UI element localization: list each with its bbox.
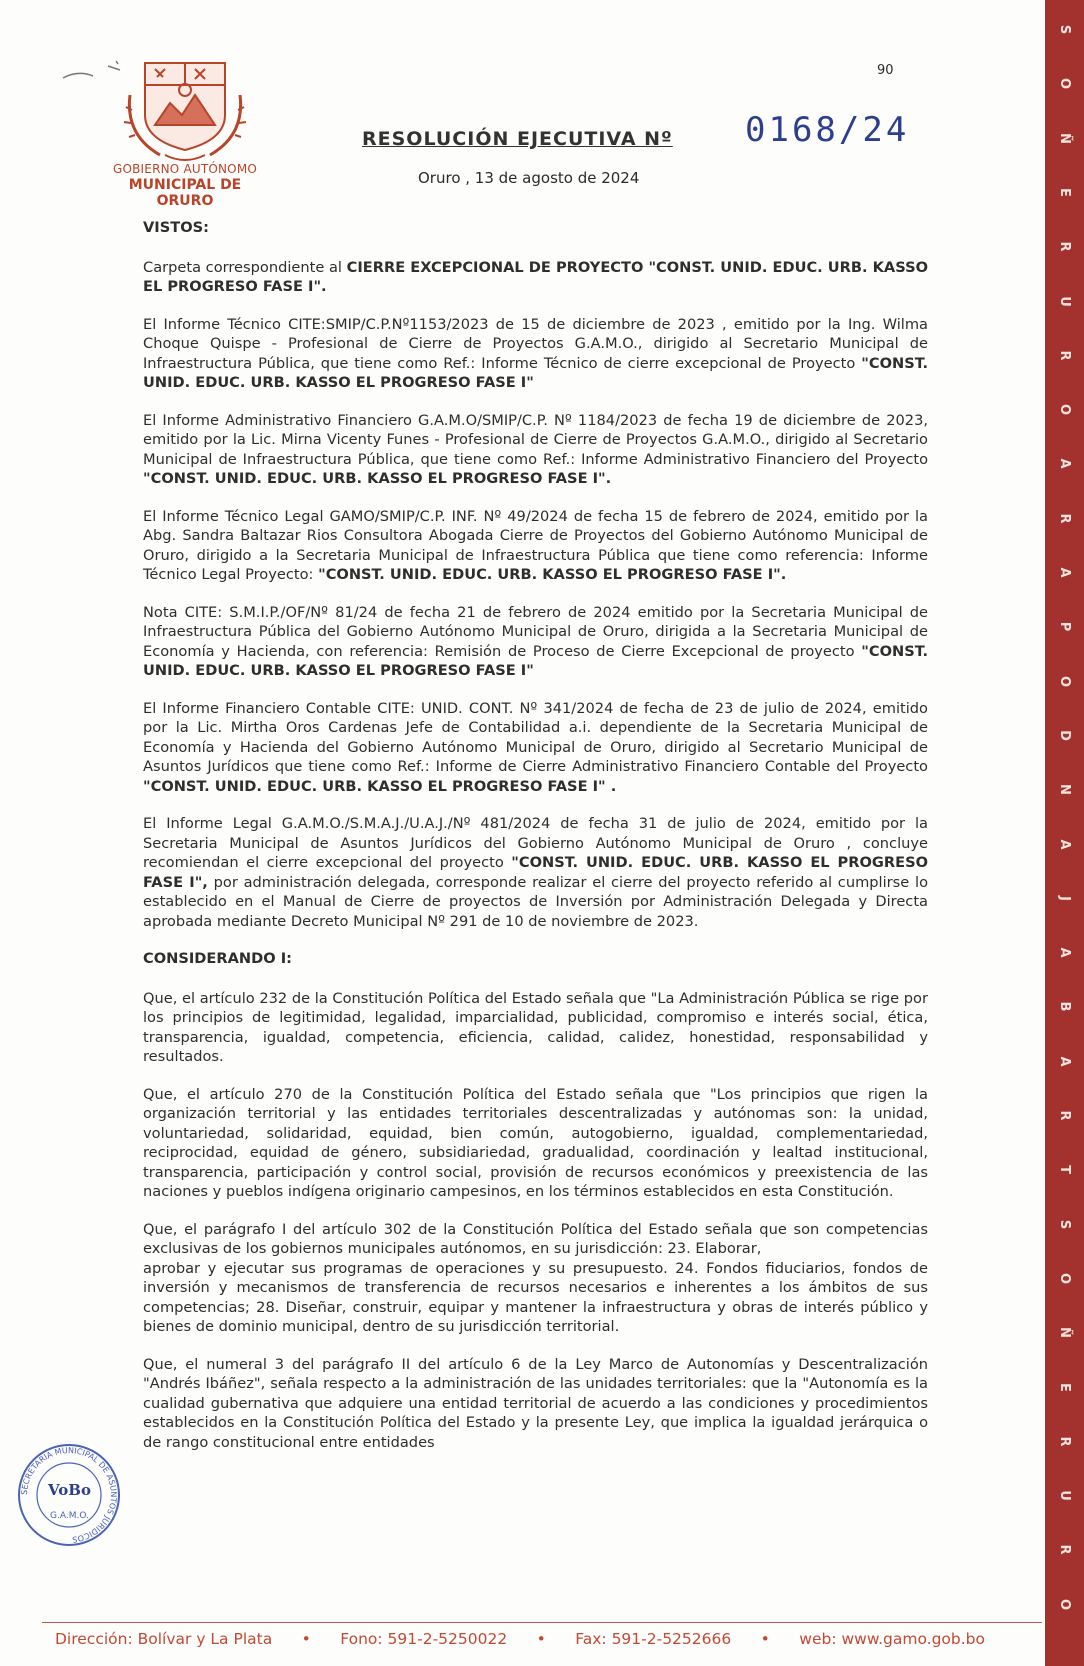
- logo-name-line2: MUNICIPAL DE ORURO: [128, 177, 242, 209]
- slogan-letter: J: [1057, 895, 1072, 901]
- slogan-letter: E: [1057, 1382, 1072, 1392]
- slogan-letter: U: [1057, 295, 1072, 307]
- slogan-letter: B: [1057, 1001, 1072, 1012]
- slogan-letter: O: [1057, 78, 1072, 90]
- slogan-letter: T: [1057, 1165, 1072, 1175]
- place-date: Oruro , 13 de agosto de 2024: [418, 169, 640, 187]
- municipal-logo-icon: [120, 55, 250, 170]
- legal-affairs-stamp: [14, 1440, 124, 1550]
- vistos-paragraph: Nota CITE: S.M.I.P./OF/Nº 81/24 de fecha 21 de febrero de 2024 emitido por la Secretaria Municipal de Infraestructura Pública del Gobierno Autónomo Municipal de Oruro, dirigida a la Secretaria Municipal de Economía y Hacienda, con referencia: Remisión de Proceso de Cierre Excepcional de proyecto "CONST. UNID. EDUC. URB. KASSO EL PROGRESO FASE I": [143, 603, 928, 679]
- slogan-letter: Ñ: [1057, 132, 1072, 144]
- considerando-heading: CONSIDERANDO I:: [143, 950, 292, 967]
- slogan-letter: D: [1057, 729, 1072, 741]
- slogan-letter: A: [1057, 567, 1072, 578]
- considerando-paragraph: Que, el artículo 232 de la Constitución Política del Estado señala que "La Administración Pública se rige por los principios de legitimidad, legalidad, imparcialidad, publicidad, compromiso e interés social, ética, transparencia, igualdad, competencia, eficiencia, calidad, calidez, honestidad, responsabilidad y resultados.: [143, 989, 928, 1065]
- slogan-letter: R: [1057, 513, 1072, 524]
- vistos-paragraph: El Informe Administrativo Financiero G.A.M.O/SMIP/C.P. Nº 1184/2023 de fecha 19 de diciembre de 2023, emitido por la Lic. Mirna Vicenty Funes - Profesional de Cierre de Proyectos G.A.M.O., dirigido al Secretario Municipal de Infraestructura Pública, que tiene como Ref.: Informe Administrativo Financiero del Proyecto "CONST. UNID. EDUC. URB. KASSO EL PROGRESO FASE I".: [143, 411, 928, 487]
- slogan-letter: N: [1057, 784, 1072, 796]
- considerando-paragraph: Que, el parágrafo I del artículo 302 de la Constitución Política del Estado señala que son competencias exclusivas de los gobiernos municipales autónomos, en su jurisdicción: 23. Elaborar,: [143, 1220, 928, 1257]
- slogan-letter: O: [1057, 675, 1072, 687]
- slogan-letter: O: [1057, 404, 1072, 416]
- svg-text:SECRETARIA MUNICIPAL DE ASUNTO: SECRETARIA MUNICIPAL DE ASUNTOS JURIDICOS: [19, 1445, 119, 1544]
- slogan-letter: O: [1057, 1272, 1072, 1284]
- logo-name-line1: GOBIERNO AUTÓNOMO: [112, 162, 258, 176]
- slogan-letter: A: [1057, 1056, 1072, 1067]
- slogan-sidebar: [1045, 0, 1084, 1666]
- footer-phone: Fono: 591-2-5250022: [340, 1630, 508, 1648]
- slogan-letter: R: [1057, 1110, 1072, 1121]
- slogan-letter: A: [1057, 838, 1072, 850]
- footer-address: Dirección: Bolívar y La Plata: [55, 1630, 273, 1648]
- slogan-letter: S: [1057, 24, 1072, 35]
- vistos-paragraph: El Informe Legal G.A.M.O./S.M.A.J./U.A.J./Nº 481/2024 de fecha 31 de julio de 2024, emitido por la Secretaria Municipal de Asuntos Jurídicos del Gobierno Autónomo Municipal de Oruro , concluye recomiendan el cierre excepcional del proyecto "CONST. UNID. EDUC. URB. KASSO EL PROGRESO FASE I", por administración delegada, corresponde realizar el cierre del proyecto referido al cumplirse lo establecido en el Manual de Cierre de proyectos de Inversión por Administración Delegada y Directa aprobada mediante Decreto Municipal Nº 291 de 10 de noviembre de 2023.: [143, 815, 928, 930]
- svg-text:VoBo: VoBo: [48, 1481, 91, 1499]
- slogan-letter: R: [1057, 241, 1072, 252]
- footer-web: web: www.gamo.gob.bo: [799, 1630, 985, 1648]
- slogan-letter: R: [1057, 1544, 1072, 1555]
- considerando-paragraph: Que, el artículo 270 de la Constitución Política del Estado señala que "Los principios que rigen la organización territorial y las entidades territoriales descentralizadas y autónomas son: la unidad, voluntariedad, solidaridad, equidad, bien común, autogobierno, igualdad, complementariedad, reciprocidad, equidad de género, subsidiariedad, gradualidad, coordinación y lealtad institucional, transparencia, participación y control social, provisión de recursos económicos y preexistencia de las naciones y pueblos indígena originario campesinos, en los términos establecidos en esta Constitución.: [143, 1085, 928, 1200]
- slogan-letter: U: [1057, 1490, 1072, 1501]
- document-title: RESOLUCIÓN EJECUTIVA Nº: [362, 128, 673, 150]
- considerando-paragraph: aprobar y ejecutar sus programas de operaciones y su presupuesto. 24. Fondos fiduciarios, fondos de inversión y mecanismos de transferencia de recursos necesarios e inherentes a los ámbitos de sus competencias; 28. Diseñar, construir, equipar y mantener la infraestructura y obras de interés público y bienes de dominio municipal, dentro de su jurisdicción territorial.: [143, 1259, 928, 1335]
- footer-fax: Fax: 591-2-5252666: [575, 1630, 732, 1648]
- slogan-letter: R: [1057, 1436, 1072, 1447]
- vistos-heading: VISTOS:: [143, 219, 209, 236]
- slogan-letter: A: [1057, 458, 1072, 469]
- footer-divider: [42, 1622, 1042, 1623]
- resolution-number: 0168/24: [745, 110, 910, 150]
- slogan-letter: Ñ: [1057, 1327, 1072, 1339]
- slogan-letter: P: [1057, 622, 1072, 632]
- vistos-paragraph: El Informe Técnico Legal GAMO/SMIP/C.P. INF. Nº 49/2024 de fecha 15 de febrero de 2024, emitido por la Abg. Sandra Baltazar Rios Consultora Abogada Cierre de Proyectos del Gobierno Autónomo Municipal de Oruro, dirigido a la Secretaria Municipal de Infraestructura Pública que tiene como referencia: Informe Técnico Legal Proyecto: "CONST. UNID. EDUC. URB. KASSO EL PROGRESO FASE I".: [143, 507, 928, 583]
- slogan-letter: E: [1057, 187, 1072, 197]
- vistos-paragraph: El Informe Técnico CITE:SMIP/C.P.Nº1153/2023 de 15 de diciembre de 2023 , emitido por la Ing. Wilma Choque Quispe - Profesional de Cierre de Proyectos G.A.M.O., dirigido al Secretario Municipal de Infraestructura Pública, que tiene como Ref.: Informe Técnico de cierre excepcional de Proyecto "CONST. UNID. EDUC. URB. KASSO EL PROGRESO FASE I": [143, 315, 928, 391]
- vistos-paragraph: Carpeta correspondiente al CIERRE EXCEPCIONAL DE PROYECTO "CONST. UNID. EDUC. URB. KASSO EL PROGRESO FASE I".: [143, 258, 928, 295]
- slogan-letter: O: [1057, 1598, 1072, 1610]
- considerando-paragraph: Que, el numeral 3 del parágrafo II del artículo 6 de la Ley Marco de Autonomías y Descentralización "Andrés Ibáñez", señala respecto a la administración de las unidades territoriales: que la "Autonomía es la cualidad gubernativa que adquiere una entidad territorial de acuerdo a las condiciones y procedimientos establecidos en la Constitución Política del Estado y la presente Ley, que implica la igualdad jerárquica o de rango constitucional entre entidades: [143, 1355, 928, 1451]
- slogan-letter: R: [1057, 350, 1072, 361]
- svg-text:G.A.M.O.: G.A.M.O.: [50, 1511, 89, 1521]
- footer: Dirección: Bolívar y La Plata • Fono: 591-2-5250022 • Fax: 591-2-5252666 • web: www.gamo.gob.bo: [55, 1630, 985, 1648]
- slogan-letter: S: [1057, 1219, 1072, 1229]
- page-number: 90: [877, 63, 894, 78]
- vistos-paragraph: El Informe Financiero Contable CITE: UNID. CONT. Nº 341/2024 de fecha de 23 de julio de 2024, emitido por la Lic. Mirtha Oros Cardenas Jefe de Contabilidad a.i. dependiente de la Secretaria Municipal de Economía y Hacienda del Gobierno Autónomo Municipal de Oruro, dirigido al Secretario Municipal de Asuntos Jurídicos que tiene como Ref.: Informe de Cierre Administrativo Financiero Contable del Proyecto "CONST. UNID. EDUC. URB. KASSO EL PROGRESO FASE I" .: [143, 699, 928, 795]
- slogan-letter: A: [1057, 947, 1072, 958]
- document-body: [143, 218, 928, 1452]
